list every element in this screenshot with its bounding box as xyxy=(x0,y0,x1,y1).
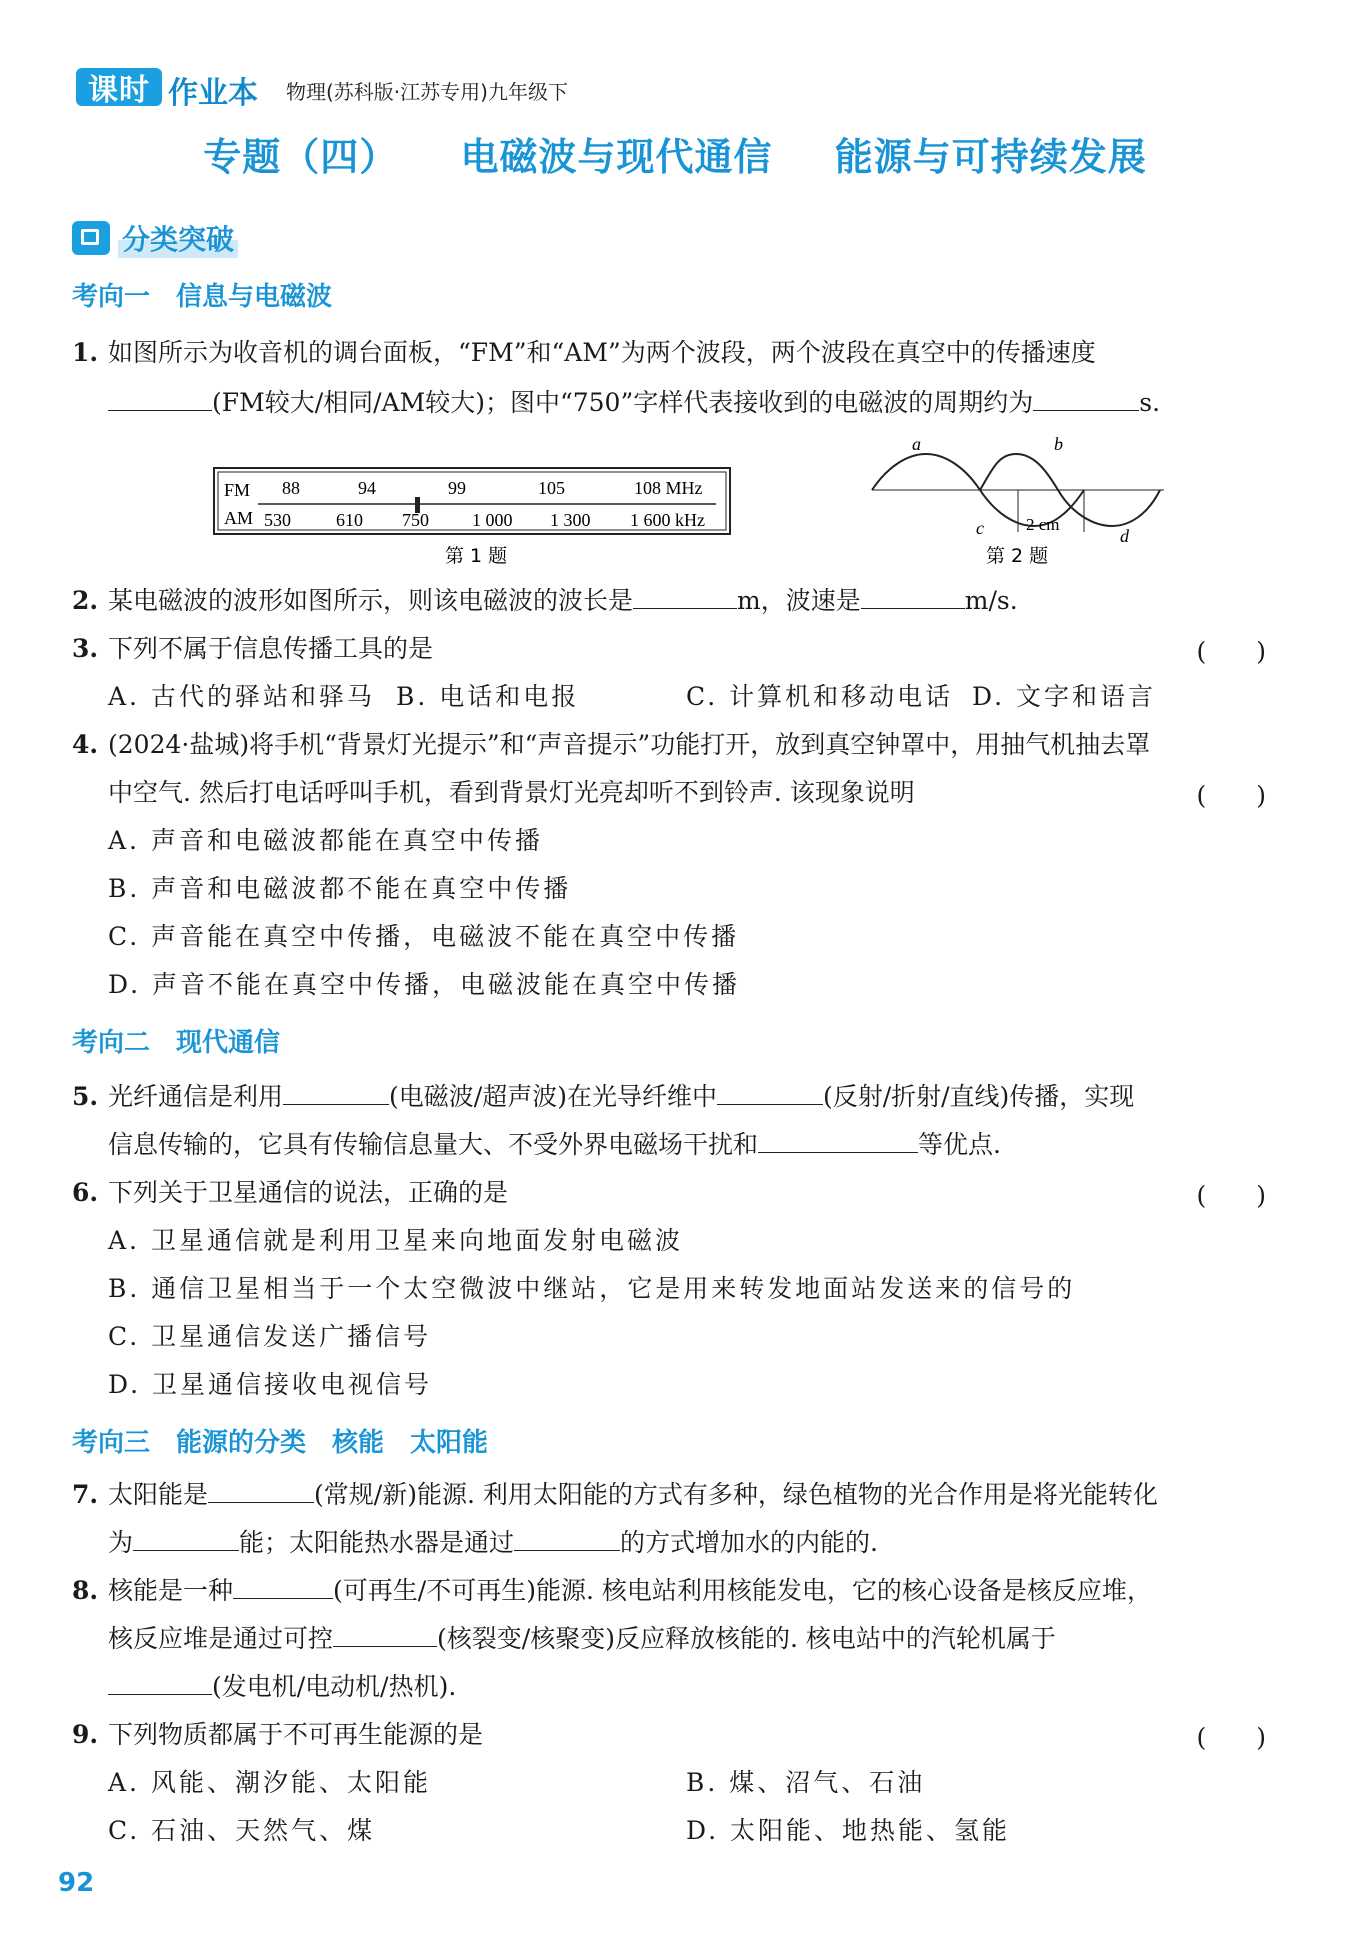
q2-number: 2. xyxy=(72,586,99,615)
wave-label-a: a xyxy=(912,436,921,454)
q3-stem xyxy=(72,632,1266,666)
q6-text: 下列关于卫星通信的说法，正确的是 xyxy=(108,1178,509,1207)
q6-answer-box[interactable]: ( ) xyxy=(1196,1181,1266,1210)
q3-option-d[interactable]: D. 文字和语言 xyxy=(972,682,1157,711)
q7-line-2 xyxy=(108,1526,1266,1560)
topic-1-title: 信息与电磁波 xyxy=(176,282,333,312)
q5-line-1 xyxy=(72,1080,1266,1114)
topic-2-title: 现代通信 xyxy=(176,1028,281,1058)
q6-option-a[interactable]: A. 卫星通信就是利用卫星来向地面发射电磁波 xyxy=(108,1226,683,1255)
figure-2-caption: 第 2 题 xyxy=(986,545,1049,567)
q5-text-5: 等优点. xyxy=(918,1130,1001,1159)
q1-number: 1. xyxy=(72,338,99,367)
q3-option-a[interactable]: A. 古代的驿站和驿马 xyxy=(108,682,375,711)
figure-1-caption: 第 1 题 xyxy=(445,545,508,567)
q8-text-1: 核能是一种 xyxy=(108,1576,234,1605)
q9-text: 下列物质都属于不可再生能源的是 xyxy=(108,1720,484,1749)
q8-text-5: (发电机/电动机/热机). xyxy=(212,1672,457,1701)
q1-blank-2[interactable] xyxy=(1033,388,1139,411)
q1-text-3: s. xyxy=(1139,388,1161,417)
q9-answer-box[interactable]: ( ) xyxy=(1196,1723,1266,1752)
q5-blank-2[interactable] xyxy=(717,1082,823,1105)
topic-3-heading xyxy=(72,1422,514,1459)
q8-blank-3[interactable] xyxy=(108,1672,212,1695)
q4-option-c[interactable]: C. 声音能在真空中传播，电磁波不能在真空中传播 xyxy=(108,922,740,951)
q4-line-1 xyxy=(72,728,1266,762)
q8-text-4: (核裂变/核聚变)反应释放核能的. 核电站中的汽轮机属于 xyxy=(437,1624,1056,1653)
q5-text-1: 光纤通信是利用 xyxy=(108,1082,284,1111)
title-part-3: 能源与可持续发展 xyxy=(834,135,1147,179)
q6-number: 6. xyxy=(72,1178,99,1207)
q3-option-c[interactable]: C. 计算机和移动电话 xyxy=(686,682,954,711)
q1-line-2 xyxy=(108,386,1266,420)
q1-line-1 xyxy=(72,336,1266,370)
q7-blank-1[interactable] xyxy=(208,1480,314,1503)
section-heading xyxy=(72,218,238,258)
q8-blank-1[interactable] xyxy=(233,1576,333,1599)
fm-tick: 94 xyxy=(358,478,376,498)
q5-line-2 xyxy=(108,1128,1266,1162)
fm-tick: 105 xyxy=(538,478,565,498)
q8-line-2 xyxy=(108,1622,1266,1656)
q5-text-4: 信息传输的，它具有传输信息量大、不受外界电磁场干扰和 xyxy=(108,1130,759,1159)
q4-text-1: (2024·盐城)将手机“背景灯光提示”和“声音提示”功能打开，放到真空钟罩中，用抽气机抽去罩 xyxy=(108,730,1151,759)
q7-blank-2[interactable] xyxy=(133,1528,239,1551)
fm-tick: 88 xyxy=(282,478,300,498)
wave-label-b: b xyxy=(1054,436,1063,454)
section-label: 分类突破 xyxy=(118,218,238,258)
title-part-1: 专题（四） xyxy=(203,135,399,179)
am-tick: 530 xyxy=(264,510,291,530)
series-logo: 课时 xyxy=(76,68,162,106)
q8-line-1 xyxy=(72,1574,1266,1608)
q1-blank-1[interactable] xyxy=(108,388,212,411)
q4-option-a[interactable]: A. 声音和电磁波都能在真空中传播 xyxy=(108,826,543,855)
book-icon xyxy=(72,221,110,255)
q3-answer-box[interactable]: ( ) xyxy=(1196,637,1266,666)
q1-text-1: 如图所示为收音机的调台面板，“FM”和“AM”为两个波段，两个波段在真空中的传播速度 xyxy=(108,338,1096,367)
q6-option-c[interactable]: C. 卫星通信发送广播信号 xyxy=(108,1322,432,1351)
am-tick: 1 300 xyxy=(550,510,591,530)
wave-dimension: 2 cm xyxy=(1026,515,1060,534)
topic-3-title-3: 太阳能 xyxy=(410,1428,489,1458)
q5-blank-3[interactable] xyxy=(758,1130,918,1153)
q5-text-3: (反射/折射/直线)传播，实现 xyxy=(822,1082,1135,1111)
q5-blank-1[interactable] xyxy=(283,1082,389,1105)
q9-number: 9. xyxy=(72,1720,99,1749)
q8-blank-2[interactable] xyxy=(333,1624,437,1647)
brand-title: 作业本 xyxy=(168,76,258,111)
wave-label-c: c xyxy=(976,518,984,538)
q3-number: 3. xyxy=(72,634,99,663)
q9-option-d[interactable]: D. 太阳能、地热能、氢能 xyxy=(686,1816,1011,1845)
wave-label-d: d xyxy=(1120,526,1129,546)
am-tick: 1 000 xyxy=(472,510,513,530)
topic-2-heading xyxy=(72,1022,306,1059)
q7-number: 7. xyxy=(72,1480,99,1509)
topic-1-heading xyxy=(72,276,358,313)
q6-stem xyxy=(72,1176,1266,1210)
q3-option-b[interactable]: B. 电话和电报 xyxy=(396,682,580,711)
q2-blank-2[interactable] xyxy=(861,586,965,609)
q4-line-2: 中空气. 然后打电话呼叫手机，看到背景灯光亮却听不到铃声. 该现象说明 xyxy=(108,778,915,807)
q2-blank-1[interactable] xyxy=(633,586,737,609)
q7-text-3: 为 xyxy=(108,1528,134,1557)
q8-line-3 xyxy=(108,1670,1266,1704)
q7-text-5: 的方式增加水的内能的. xyxy=(620,1528,878,1557)
q2-line xyxy=(72,584,1266,618)
q4-option-d[interactable]: D. 声音不能在真空中传播，电磁波能在真空中传播 xyxy=(108,970,741,999)
q4-option-b[interactable]: B. 声音和电磁波都不能在真空中传播 xyxy=(108,874,572,903)
fm-tick: 108 MHz xyxy=(634,478,703,498)
q9-option-b[interactable]: B. 煤、沼气、石油 xyxy=(686,1768,926,1797)
dial-am-label: AM xyxy=(224,508,254,528)
fm-tick: 99 xyxy=(448,478,466,498)
topic-3-title-1: 能源的分类 xyxy=(176,1428,307,1458)
q7-text-2: (常规/新)能源. 利用太阳能的方式有多种，绿色植物的光合作用是将光能转化 xyxy=(314,1480,1158,1509)
q7-blank-3[interactable] xyxy=(514,1528,620,1551)
q7-text-1: 太阳能是 xyxy=(108,1480,209,1509)
page-title xyxy=(0,126,1350,181)
dial-fm-label: FM xyxy=(224,480,251,500)
q9-option-a[interactable]: A. 风能、潮汐能、太阳能 xyxy=(108,1768,431,1797)
q7-line-1 xyxy=(72,1478,1266,1512)
topic-3-index: 考向三 xyxy=(72,1428,151,1458)
page-number: 92 xyxy=(58,1868,95,1898)
q6-option-b[interactable]: B. 通信卫星相当于一个太空微波中继站，它是用来转发地面站发送来的信号的 xyxy=(108,1274,1076,1303)
q8-text-2: (可再生/不可再生)能源. 核电站利用核能发电，它的核心设备是核反应堆， xyxy=(333,1576,1152,1605)
q7-text-4: 能；太阳能热水器是通过 xyxy=(239,1528,515,1557)
q2-text-2: m，波速是 xyxy=(737,586,861,615)
title-part-2: 电磁波与现代通信 xyxy=(460,135,773,179)
q4-number: 4. xyxy=(72,730,99,759)
q4-answer-box[interactable]: ( ) xyxy=(1196,781,1266,810)
am-tick: 750 xyxy=(402,510,429,530)
q3-text: 下列不属于信息传播工具的是 xyxy=(108,634,434,663)
q2-text-3: m/s. xyxy=(964,586,1018,615)
q6-option-d[interactable]: D. 卫星通信接收电视信号 xyxy=(108,1370,433,1399)
am-tick: 610 xyxy=(336,510,363,530)
q1-text-2: (FM较大/相同/AM较大)；图中“750”字样代表接收到的电磁波的周期约为 xyxy=(212,388,1034,417)
topic-1-index: 考向一 xyxy=(72,282,151,312)
radio-dial-figure xyxy=(210,462,740,572)
q8-text-3: 核反应堆是通过可控 xyxy=(108,1624,334,1653)
q5-number: 5. xyxy=(72,1082,99,1111)
waveform-figure xyxy=(868,436,1168,576)
q9-option-c[interactable]: C. 石油、天然气、煤 xyxy=(108,1816,376,1845)
q2-text-1: 某电磁波的波形如图所示，则该电磁波的波长是 xyxy=(108,586,634,615)
topic-2-index: 考向二 xyxy=(72,1028,151,1058)
q5-text-2: (电磁波/超声波)在光导纤维中 xyxy=(389,1082,717,1111)
subject-label: 物理(苏科版·江苏专用)九年级下 xyxy=(286,80,568,104)
q8-number: 8. xyxy=(72,1576,99,1605)
topic-3-title-2: 核能 xyxy=(332,1428,385,1458)
am-tick: 1 600 kHz xyxy=(630,510,705,530)
q9-stem xyxy=(72,1718,1266,1752)
